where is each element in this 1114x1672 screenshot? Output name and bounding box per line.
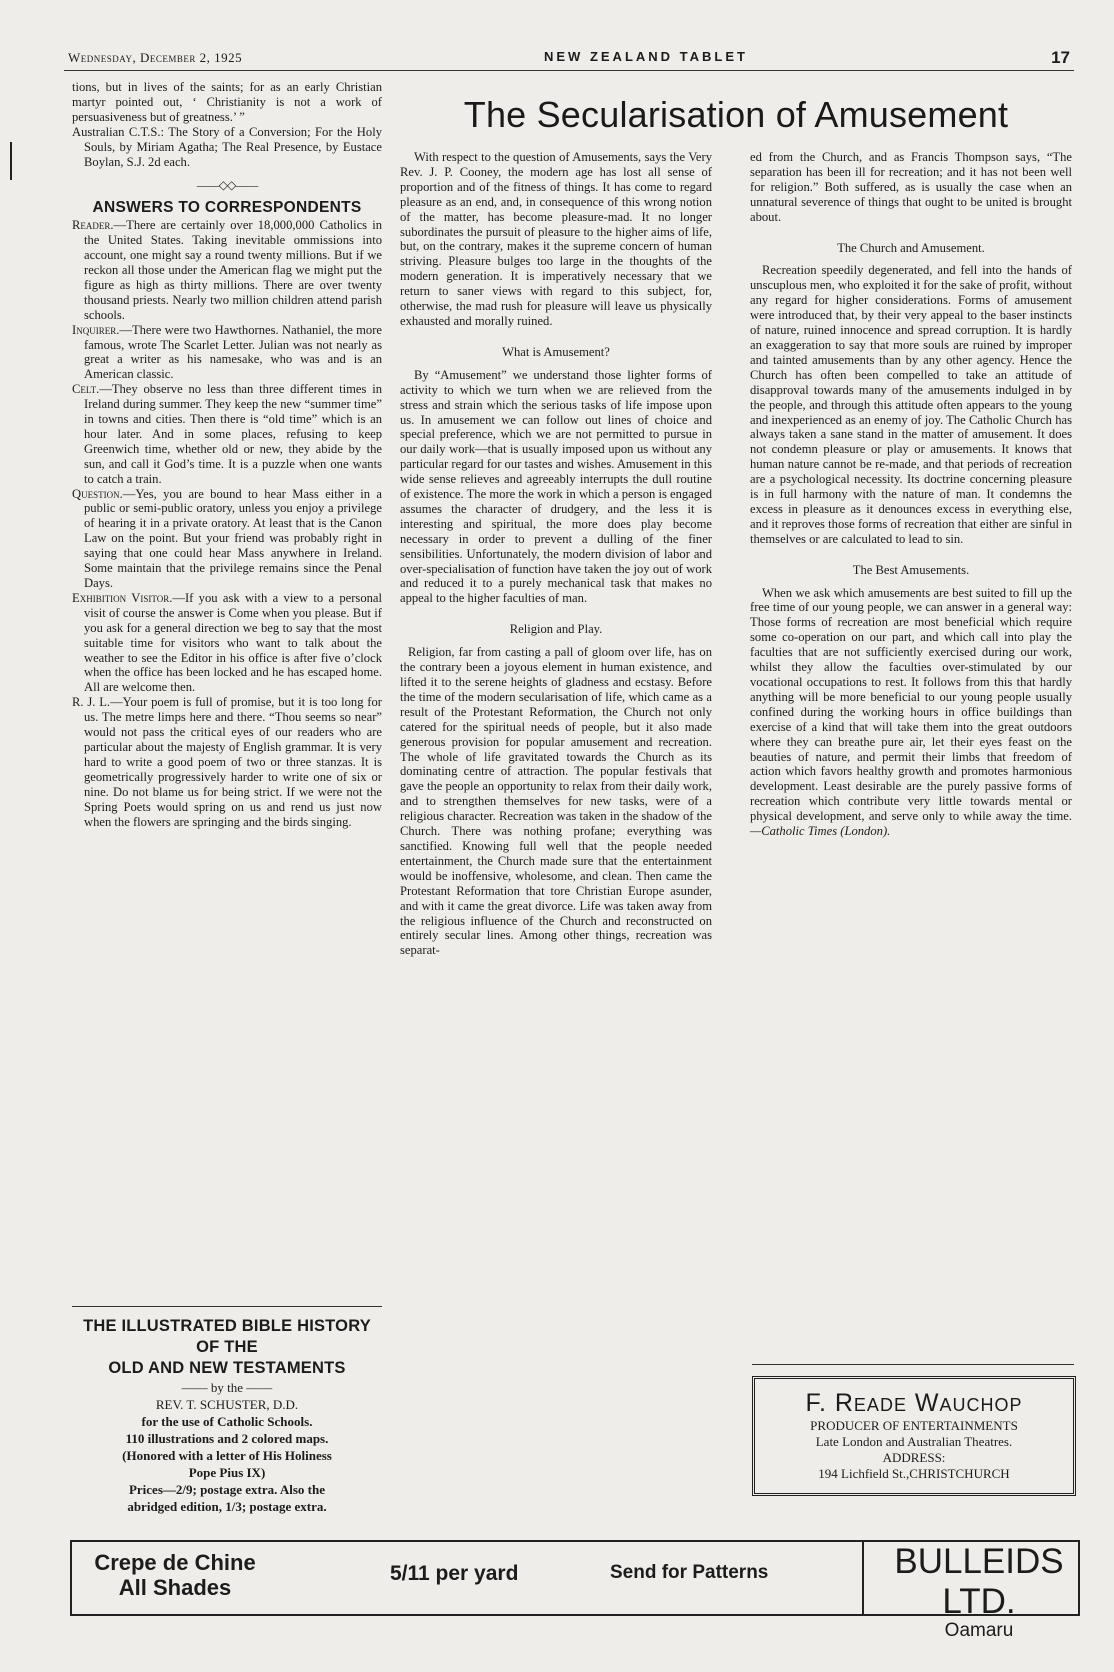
column-left [72, 80, 382, 829]
paper-name: NEW ZEALAND TABLET [544, 49, 748, 64]
masthead [64, 48, 1074, 71]
send-for-patterns: Send for Patterns [610, 1562, 769, 1583]
wauchop-ad [752, 1376, 1076, 1496]
answer-reader [72, 218, 382, 322]
bible-ad-line-3: (Honored with a letter of His Holiness [122, 1448, 332, 1463]
bible-ad-author: REV. T. SCHUSTER, D.D. [155, 1397, 299, 1412]
answer-exhibition-visitor [72, 591, 382, 695]
page-number: 17 [1051, 48, 1070, 67]
answer-who: Question. [72, 486, 123, 501]
subhead-church-and-amusement: The Church and Amusement. [837, 240, 985, 255]
bulleids-brand [862, 1542, 1094, 1641]
article-title: The Secularisation of Amusement [463, 94, 1009, 135]
crepe-de-chine [90, 1550, 260, 1600]
wauchop-line-4: 194 Lichfield St.,CHRISTCHURCH [818, 1466, 1010, 1481]
margin-mark [10, 142, 12, 180]
bible-ad-heading-1: THE ILLUSTRATED BIBLE HISTORY OF THE [83, 1317, 371, 1356]
wauchop-line-2: Late London and Australian Theatres. [815, 1434, 1013, 1449]
subhead-religion-and-play: Religion and Play. [509, 622, 603, 637]
article-paragraph-1: With respect to the question of Amusements, says the Very Rev. J. P. Cooney, the modern age has lost all sense of proportion and of the fitness of things. It has come to regard pleasure as an end, and, in consequence of this wrong notion of the matter, has become pleasure-mad. It no longer subordinates the pursuit of pleasure to the higher aims of life, but, on the contrary, makes it the supreme concern of human striving. Pleasure bulges too large in the thoughts of the modern generation. It is imperatively necessary that we return to saner views with regard to this subject, for, otherwise, the mad rush for pleasure will leave us physically exhausted and morally ruined. [400, 150, 712, 328]
bulleids-ad [70, 1540, 1080, 1641]
column-middle [400, 150, 712, 958]
answer-who: Celt. [72, 382, 100, 397]
answer-who: R. J. L. [72, 695, 111, 710]
subhead-best-amusements: The Best Amusements. [852, 562, 970, 577]
subhead-what-is-amusement: What is Amusement? [502, 344, 610, 359]
issue-date: Wednesday, December 2, 1925 [68, 50, 243, 65]
product-name: Crepe de Chine [94, 1550, 256, 1575]
cts-paragraph: Australian C.T.S.: The Story of a Conversion; For the Holy Souls, by Miriam Agatha; The Real Presence, by Eustace Boylan, S.J. 2d each. [72, 124, 382, 169]
article-paragraph-6-text: When we ask which amusements are best suited to fill up the free time of our young people, we can answer in a general way: Those forms of recreation are most beneficial which require some co-operation on our part, and which call into play the faculties that are not sufficiently exercised during our work, whilst they allow the faculties over-stimulated by our vocational occupations to rest. It follows from this that hardly anything will be more beneficial to our young people usually confined during the working hours in office buildings than exercise of a kind that will take them into the great outdoors where they can breathe pure air, let their eyes feast on the beauties of nature, and permit their limbs that freedom of action which favors healthy growth and promotes harmonious development. Least desirable are the purely passive forms of recreation which contribute very little towards mental or physical development, and serve only to while away the time. [750, 585, 1072, 824]
answer-text: —Yes, you are bound to hear Mass either in a public or semi-public oratory, unless you enjoy a privilege of hearing it in a private oratory. At least that is the Canon Law on the point. But your friend was probably right in saying that one could hear Mass anywhere in Ireland. Some maintain that the privilege remains since the Penal Days. [84, 486, 382, 590]
bible-ad-line-4: Pope Pius IX) [188, 1465, 266, 1480]
brand-name: BULLEIDS LTD. [894, 1542, 1064, 1621]
article-paragraph-3: Religion, far from casting a pall of gloom over life, has on the contrary been a joyous element in human existence, and lifted it to the serene heights of gladness and ecstasy. Before the time of the modern secularisation of life, which came as a result of the Protestant Reformation, the Church not only catered for the spiritual needs of people, but it also made generous provision for popular amusement and recreation. The whole of life gravitated towards the Church as its dominating centre of attraction. The popular festivals that gave the people an opportunity to relax from their daily work, and to strengthen themselves for new tasks, were of a religious character. Recreation was taken in the shadow of the Church. There was nothing profane; everything was sanctified. Knowing full well that the people needed entertainment, the Church made sure that the entertainment would be inoffensive, wholesome, and clean. Then came the Protestant Reformation that tore Christian Europe asunder, and with it came the great divorce. Life was taken away from the religious influence of the Church and reconstructed on entirely secular lines. Among other things, recreation was separat- [400, 645, 712, 958]
bible-ad-abridged: abridged edition, 1/3; postage extra. [127, 1499, 327, 1514]
answer-text: —There were two Hawthornes. Nathaniel, the more famous, wrote The Scarlet Letter. Julian was not nearly as great a writer as his namesake, who was and is an American classic. [84, 322, 382, 382]
answer-who: Exhibition Visitor. [72, 590, 173, 605]
answer-rjl [72, 695, 382, 829]
product-shades: All Shades [118, 1575, 232, 1600]
article-credit: —Catholic Times (London). [750, 824, 891, 839]
wauchop-line-3: ADDRESS: [882, 1450, 946, 1465]
answer-text: —There are certainly over 18,000,000 Catholics in the United States. Taking inevitable ommissions into account, one might say a round twenty millions. But if we reckon all those under the American flag we might put the figure as high as thirty millions. There are over twenty thousand priests. Nearly two million children attend parish schools. [84, 218, 382, 322]
answer-text: —If you ask with a view to a personal visit of course the answer is Come when you please. But if you ask for a general direction we beg to say that the most suitable time for visitors who want to talk about the weather to see the Editor in his office is after five o’clock when the office has been locked and he has escaped home. All are welcome then. [84, 590, 383, 695]
brand-place: Oamaru [944, 1620, 1014, 1641]
column-right [750, 150, 1072, 839]
bible-ad-heading-2: OLD AND NEW TESTAMENTS [108, 1359, 346, 1377]
answer-text: —Your poem is full of promise, but it is too long for us. The metre limps here and there. “Thou seems so near” would not pass the critical eyes of our readers who are particular about the majesty of English grammar. It is very hard to write a good poem of two or three stanzas. It is geometrically progressively harder to write one of six or nine. Do not blame us for being strict. If we were not the Spring Poets would spring on us and rend us just now when the flowers are springing and the birds singing. [84, 695, 382, 829]
bible-ad-line-1: for the use of Catholic Schools. [141, 1414, 313, 1429]
article-paragraph-5: Recreation speedily degenerated, and fell into the hands of unscuplous men, who exploited it for the sake of profit, without any regard for higher considerations. Forms of amusement were introduced that, by their very appeal to the baser instincts of nature, ruined innocence and spread corruption. It is hardly an exaggeration to say that more souls are ruined by improper and tainted amusements than by any other agency. Hence the Church has often been compelled to take an attitude of disapproval towards many of the amusements indulged in by the people, and through this attitude often appears to the young and inexperienced as an enemy of joy. The Catholic Church has always taken a sane stand in the matter of amusement. It does not condemn pleasure or play or amusements. It knows that human nature cannot be re-made, and that periods of recreation are a psychological necessity. Its doctrine concerning pleasure is in full harmony with the nature of man. It condemns the excess in pleasure as it denounces excess in everything else, and it reproves those forms of recreation that either are sinful in themselves or are calculated to lead to sin. [750, 263, 1072, 546]
article-paragraph-4: ed from the Church, and as Francis Thompson says, “The separation has been ill for recreation; and it has not been well for religion.” Both suffered, as is usually the case when an unnatural severence of things that ought to be united is brought about. [750, 150, 1072, 224]
column-rule [72, 1306, 382, 1307]
article-paragraph-2: By “Amusement” we understand those lighter forms of activity to which we turn when we are relieved from the stress and strain which the serious tasks of life impose upon us. In amusement we can follow out lines of choice and special preference, which we are not permitted to pursue in our daily work—that is usually imposed upon us without any particular regard for our tastes and wishes. Amusement in this wide sense relieves and agreeably interrupts the dull routine of existence. The more the work in which a person is engaged assumes the character of drudgery, and the less it is interesting and spiritual, the more does play become necessary in order to prevent a dulling of the finer sensibilities. Unfortunately, the modern division of labor and over-specialisation of function have taken the joy out of work and reduced it to a purely mechanical task that makes no appeal to the higher faculties of man. [400, 367, 712, 606]
answer-question [72, 487, 382, 591]
intro-paragraph: tions, but in lives of the saints; for as an early Christian martyr pointed out, ‘ Christianity is not a work of persuasiveness but of greatness.’ ” [72, 80, 382, 124]
answers-heading: ANSWERS TO CORRESPONDENTS [92, 199, 362, 217]
bible-ad-line-2: 110 illustrations and 2 colored maps. [125, 1431, 329, 1446]
answer-who: Inquirer. [72, 322, 120, 337]
column-rule-right [752, 1364, 1074, 1365]
wauchop-line-1: PRODUCER OF ENTERTAINMENTS [810, 1418, 1018, 1433]
answer-text: —They observe no less than three different times in Ireland during summer. They keep the new “summer time” in towns and cities. Then there is “old time” which is an hour later. And in some places, refusing to keep Greenwich time, whether old or new, they abide by the sun, and call it God’s time. It is a puzzle when one wants to catch a train. [84, 382, 382, 486]
answer-celt [72, 382, 382, 486]
answer-inquirer [72, 323, 382, 383]
bible-ad-prices: Prices—2/9; postage extra. Also the [128, 1482, 326, 1497]
answer-who: Reader. [72, 218, 114, 233]
product-price: 5/11 per yard [390, 1562, 519, 1585]
article-paragraph-6 [750, 586, 1072, 839]
bible-history-ad [70, 1316, 384, 1515]
wauchop-name: F. Reade Wauchop [805, 1389, 1023, 1417]
bible-ad-by: —— by the —— [181, 1380, 273, 1395]
ornament-divider: ——◇◇—— [196, 178, 258, 193]
